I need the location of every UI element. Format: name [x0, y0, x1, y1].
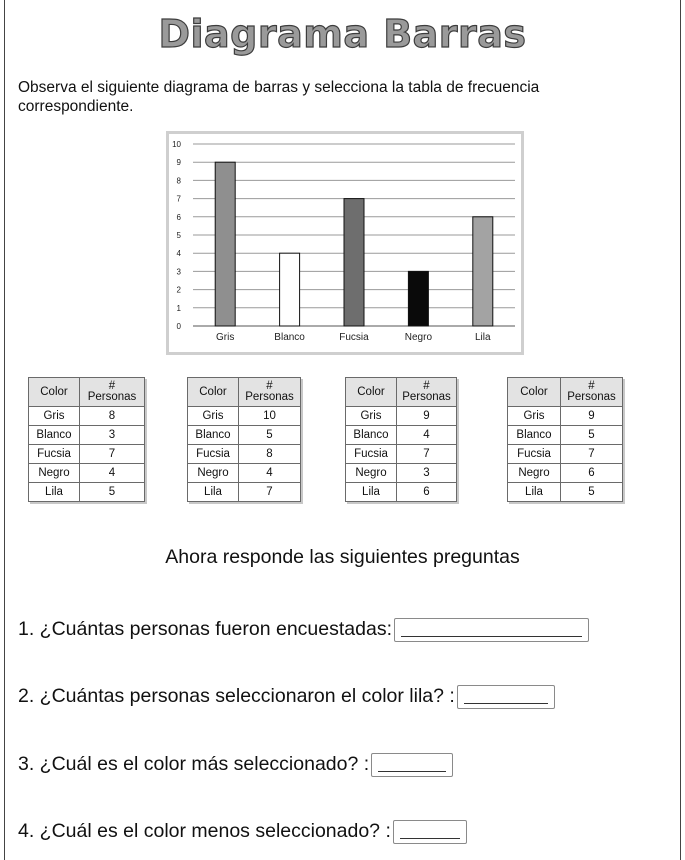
- table-header-personas: # Personas: [397, 378, 457, 407]
- x-tick-label: Blanco: [274, 332, 305, 343]
- table-row: Lila 5: [29, 483, 145, 502]
- y-tick-label: 4: [176, 249, 181, 259]
- table-header-color: Color: [346, 378, 397, 407]
- question-2-text: 2. ¿Cuántas personas seleccionaron el color lila? :: [18, 685, 455, 708]
- table-row: Blanco 4: [346, 426, 457, 445]
- table-row: Fucsia 7: [29, 445, 145, 464]
- bar-negro: [408, 271, 428, 326]
- y-tick-label: 1: [176, 303, 181, 313]
- table-row: Gris 9: [508, 407, 623, 426]
- table-row: Blanco 3: [29, 426, 145, 445]
- questions-subheading: Ahora responde las siguientes preguntas: [165, 546, 520, 568]
- table-row: Fucsia 7: [346, 445, 457, 464]
- bar-chart: [166, 131, 524, 355]
- answer-field-2[interactable]: [457, 685, 555, 709]
- table-row: Gris 9: [346, 407, 457, 426]
- answer-field-3[interactable]: [371, 753, 453, 777]
- table-row: Negro 4: [188, 464, 301, 483]
- x-tick-label: Gris: [216, 332, 235, 343]
- frequency-table-option-4[interactable]: [507, 377, 623, 502]
- answer-field-4[interactable]: [393, 820, 467, 844]
- question-1: [18, 618, 589, 642]
- y-tick-label: 3: [176, 267, 181, 277]
- table-row: Negro 6: [508, 464, 623, 483]
- frequency-table-option-1[interactable]: [28, 377, 145, 502]
- question-3-text: 3. ¿Cuál es el color más seleccionado? :: [18, 753, 370, 776]
- question-4: [18, 820, 467, 844]
- table-row: Blanco 5: [188, 426, 301, 445]
- bar-lila: [473, 217, 493, 326]
- table-row: Negro 4: [29, 464, 145, 483]
- question-1-text: 1. ¿Cuántas personas fueron encuestadas:: [18, 618, 392, 641]
- y-tick-label: 5: [176, 231, 181, 240]
- question-3: [18, 753, 453, 777]
- table-header-color: Color: [508, 378, 561, 407]
- table-row: Negro 3: [346, 464, 457, 483]
- x-tick-label: Lila: [475, 332, 491, 343]
- y-tick-label: 0: [176, 322, 181, 331]
- table-header-personas: # Personas: [239, 378, 301, 407]
- table-row: Fucsia 7: [508, 445, 623, 464]
- y-tick-label: 7: [176, 194, 181, 204]
- table-row: Gris 10: [188, 407, 301, 426]
- answer-field-1[interactable]: [394, 618, 589, 642]
- table-header-color: Color: [188, 378, 239, 407]
- table-row: Lila 7: [188, 483, 301, 502]
- question-2: [18, 685, 555, 709]
- x-tick-label: Negro: [404, 332, 433, 343]
- table-row: Lila 5: [508, 483, 623, 502]
- frequency-table-option-3[interactable]: [345, 377, 457, 502]
- table-row: Fucsia 8: [188, 445, 301, 464]
- table-header-personas: # Personas: [561, 378, 623, 407]
- y-tick-label: 10: [172, 140, 181, 149]
- y-tick-label: 9: [176, 158, 181, 168]
- table-row: Lila 6: [346, 483, 457, 502]
- table-row: Blanco 5: [508, 426, 623, 445]
- y-tick-label: 2: [176, 285, 181, 295]
- y-tick-label: 6: [176, 212, 181, 222]
- bar-gris: [215, 162, 235, 326]
- bar-blanco: [280, 253, 300, 326]
- bar-chart-svg: [169, 134, 521, 352]
- worksheet-title: Diagrama Barras: [158, 12, 527, 56]
- y-tick-label: 8: [176, 176, 181, 186]
- table-header-personas: # Personas: [80, 378, 145, 407]
- table-row: Gris 8: [29, 407, 145, 426]
- x-tick-label: Fucsia: [339, 332, 369, 343]
- table-header-color: Color: [29, 378, 80, 407]
- frequency-table-option-2[interactable]: [187, 377, 301, 502]
- bar-fucsia: [344, 199, 364, 326]
- instructions-text: Observa el siguiente diagrama de barras y selecciona la tabla de frecuencia correspondiente.: [18, 79, 540, 115]
- question-4-text: 4. ¿Cuál es el color menos seleccionado? :: [18, 820, 391, 843]
